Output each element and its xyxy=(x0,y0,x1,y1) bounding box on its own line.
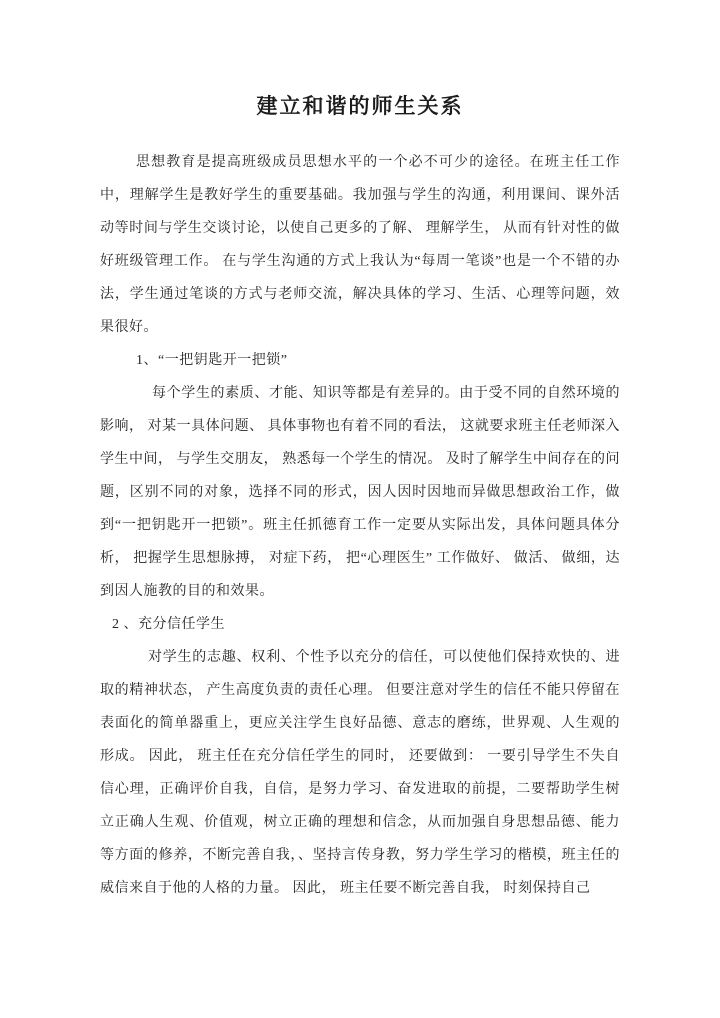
paragraph-intro: 思想教育是提高班级成员思想水平的一个必不可少的途径。在班主任工作中，理解学生是教好学生的重要基础。我加强与学生的沟通，利用课间、课外活动等时间与学生交谈讨论，以使自己更多的了解、 理解学生， 从而有针对性的做好班级管理工作。 在与学生沟通的方式上我认为“每周一笔谈”也是一个不错的办法，学生通过笔谈的方式与老师交流，解决具体的学习、生活、心理等问题，效果很好。 xyxy=(100,155,620,335)
section-heading-2: 2 、充分信任学生 xyxy=(112,617,225,632)
paragraph-section-2: 对学生的志趣、权利、个性予以充分的信任，可以使他们保持欢快的、进取的精神状态， 产生高度负责的责任心理。 但要注意对学生的信任不能只停留在表面化的简单器重上，更应关注学生良好品德、意志的磨练，世界观、人生观的形成。 因此， 班主任在充分信任学生的同时， 还要做到： 一要引导学生不失自信心理，正确评价自我，自信，是努力学习、奋发进取的前提，二要帮助学生树立正确人生观、价值观，树立正确的理想和信念，从而加强自身思想品德、能力等方面的修养，不断完善自我，、坚持言传身教，努力学生学习的楷模，班主任的威信来自于他的人格的力量。 因此， 班主任要不断完善自我， 时刻保持自己 xyxy=(100,650,620,896)
document-title: 建立和谐的师生关系 xyxy=(256,94,464,118)
paragraph-section-1: 每个学生的素质、才能、知识等都是有差异的。由于受不同的自然环境的影响， 对某一具体问题、 具体事物也有着不同的看法， 这就要求班主任老师深入学生中间， 与学生交朋友， 熟悉每一个学生的情况。 及时了解学生中间存在的问题，区别不同的对象，选择不同的形式，因人因时因地而异做思想政治工作，做到“一把钥匙开一把锁”。班主任抓德育工作一定要从实际出发，具体问题具体分析， 把握学生思想脉搏， 对症下药， 把“心理医生” 工作做好、 做活、 做细，达到因人施教的目的和效果。 xyxy=(100,386,620,599)
section-heading-1: 1、“一把钥匙开一把锁” xyxy=(136,353,288,368)
